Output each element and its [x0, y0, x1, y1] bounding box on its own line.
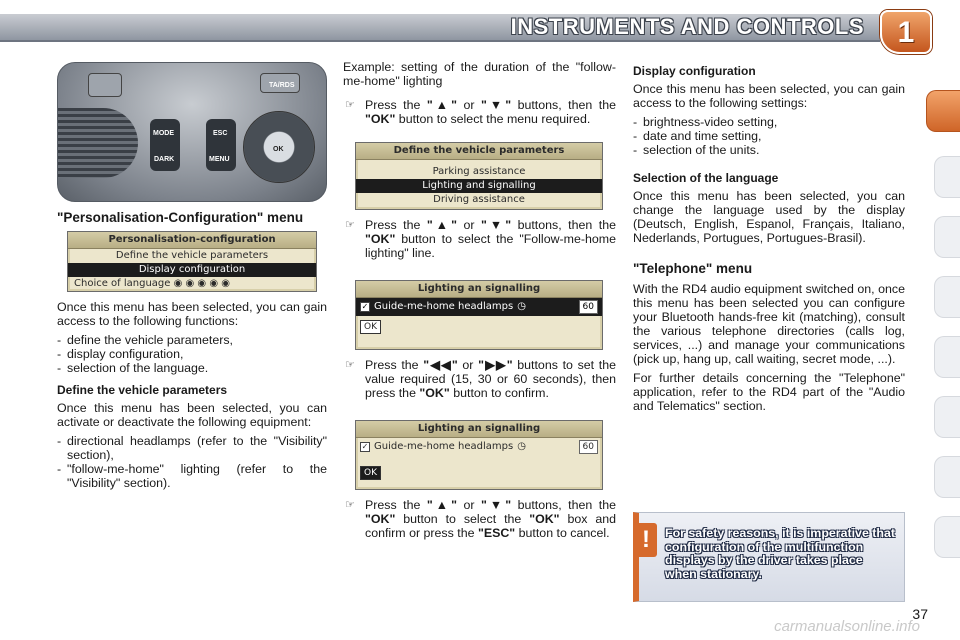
key-ok: "OK"	[419, 386, 450, 400]
key-left: "◀◀"	[423, 358, 458, 372]
ta-rds-button-image	[260, 73, 300, 93]
lcd-screen-lighting-ok	[355, 420, 603, 490]
chapter-tab[interactable]	[934, 156, 960, 198]
example-paragraph: Example: setting of the duration of the "follow-me-home" lighting	[343, 60, 616, 88]
sub-heading-language: Selection of the language	[633, 171, 779, 185]
page-title: INSTRUMENTS AND CONTROLS	[510, 14, 864, 39]
key-up: "▲"	[426, 98, 457, 112]
safety-warning-box	[633, 512, 905, 602]
control-panel-photo	[57, 62, 327, 202]
column-right	[633, 60, 905, 418]
key-ok: "OK"	[365, 232, 396, 246]
chapter-tab[interactable]	[934, 276, 960, 318]
lcd-row: Define the vehicle parameters	[115, 250, 269, 261]
column-middle	[343, 60, 616, 546]
function-list	[57, 333, 327, 375]
chapter-tab[interactable]	[934, 396, 960, 438]
navigation-dial-image	[243, 111, 315, 183]
mode-dark-keys-image	[150, 119, 180, 171]
paragraph: Once this menu has been selected, you can change the language used by the display (Deutsch, English, Espanol, Français, Italiano, Nederlands, Portugues, Portugues-Brasil).	[633, 189, 905, 245]
key-down: "▼"	[480, 98, 512, 112]
chapter-badge	[880, 10, 932, 54]
key-up: "▲"	[426, 218, 457, 232]
key-down: "▼"	[480, 498, 512, 512]
lcd-screen-lighting-selected	[355, 280, 603, 350]
chapter-tab[interactable]	[934, 336, 960, 378]
column-left	[57, 60, 327, 498]
panel-label-ok: OK	[273, 146, 284, 153]
paragraph: Once this menu has been selected, you can activate or deactivate the following equipment:	[57, 401, 327, 429]
clock-icon: ◷	[517, 441, 526, 452]
pointer-icon: ☞	[345, 99, 355, 111]
lcd-row-selected	[356, 298, 602, 316]
key-ok: "OK"	[365, 112, 396, 126]
instruction-step: ☞ Press the "◀◀" or "▶▶" buttons to set the value required (15, 30 or 60 seconds), then press the "OK" button to confirm.	[345, 358, 616, 400]
lcd-row-text: Guide-me-home headlamps	[374, 301, 514, 312]
instruction-step: ☞ Press the "▲" or "▼" buttons, then the "OK" button to select the menu required.	[345, 98, 616, 126]
list-item: - selection of the language.	[57, 361, 327, 375]
key-down: "▼"	[480, 218, 512, 232]
lcd-row: Driving assistance	[433, 194, 525, 205]
chapter-tabs	[926, 66, 960, 586]
lcd-title: Lighting an signalling	[356, 421, 602, 438]
lcd-ok-box: OK	[360, 320, 381, 334]
sub-heading-display: Display configuration	[633, 64, 756, 78]
pointer-icon: ☞	[345, 359, 355, 371]
list-item: - "follow-me-home" lighting (refer to the "Visibility" section).	[57, 462, 327, 490]
equipment-list	[57, 434, 327, 490]
chapter-tab-active[interactable]	[926, 90, 960, 132]
chapter-tab[interactable]	[934, 216, 960, 258]
key-right: "▶▶"	[478, 358, 513, 372]
key-ok: "OK"	[529, 512, 560, 526]
section-heading-personalisation: "Personalisation-Configuration" menu	[57, 210, 304, 225]
lcd-row: Parking assistance	[432, 166, 526, 177]
list-item: - selection of the units.	[633, 143, 905, 157]
pointer-icon: ☞	[345, 499, 355, 511]
list-item: - display configuration,	[57, 347, 327, 361]
instruction-step: ☞ Press the "▲" or "▼" buttons, then the "OK" button to select the "OK" box and confirm or press the "ESC" button to cancel.	[345, 498, 617, 540]
air-vent-image	[58, 108, 138, 178]
lcd-row-text: Guide-me-home headlamps	[374, 441, 514, 452]
lcd-screen-personalisation	[67, 231, 317, 292]
display-settings-list	[633, 115, 905, 157]
page-header	[0, 0, 960, 58]
paragraph: For further details concerning the "Telephone" application, refer to the RD4 part of the "Audio and Telematics" section.	[633, 371, 905, 413]
list-item: - define the vehicle parameters,	[57, 333, 327, 347]
lcd-row-selected: Display configuration	[68, 263, 316, 277]
list-item: - brightness-video setting,	[633, 115, 905, 129]
paragraph: Once this menu has been selected, you can gain access to the following functions:	[57, 300, 327, 328]
panel-label-ta: TA/RDS	[269, 82, 295, 89]
pointer-icon: ☞	[345, 219, 355, 231]
lcd-title: Lighting an signalling	[356, 281, 602, 298]
panel-label-esc: ESC	[213, 130, 228, 137]
hazard-icon	[88, 73, 122, 97]
key-esc: "ESC"	[477, 526, 516, 540]
lcd-ok-box-selected: OK	[360, 466, 381, 480]
lcd-title: Define the vehicle parameters	[356, 143, 602, 160]
key-ok: "OK"	[365, 512, 396, 526]
page-number: 37	[912, 606, 928, 622]
lcd-screen-vehicle-parameters	[355, 142, 603, 210]
sub-heading-vehicle-parameters: Define the vehicle parameters	[57, 383, 228, 397]
warning-text: For safety reasons, it is imperative that configuration of the multifunction displays by the driver takes place when stationary.	[665, 526, 895, 581]
panel-label-dark: DARK	[154, 156, 175, 163]
lcd-row-text: Choice of language	[74, 278, 171, 289]
section-heading-telephone: "Telephone" menu	[633, 261, 753, 276]
instruction-step: ☞ Press the "▲" or "▼" buttons, then the "OK" button to select the "Follow-me-home lighting" line.	[345, 218, 616, 260]
duration-value: 60	[579, 440, 598, 454]
panel-label-menu: MENU	[209, 156, 230, 163]
list-item: - date and time setting,	[633, 129, 905, 143]
flag-icons: ◉ ◉ ◉ ◉ ◉	[173, 278, 230, 289]
watermark: carmanualsonline.info	[774, 618, 920, 635]
list-item: - directional headlamps (refer to the "Visibility" section),	[57, 434, 327, 462]
duration-value: 60	[579, 300, 598, 314]
checkbox-icon: ✓	[361, 302, 369, 311]
chapter-number: 1	[897, 16, 915, 49]
paragraph: Once this menu has been selected, you can gain access to the following settings:	[633, 82, 905, 110]
lcd-row	[356, 438, 602, 456]
paragraph: With the RD4 audio equipment switched on, once this menu has been selected you can configure your Bluetooth hands-free kit (matching), consult the various telephone directories (calls log, services, ...) and manage your communications (pick up, hang up, call waiting, secret mode, ...).	[633, 282, 905, 366]
key-up: "▲"	[426, 498, 457, 512]
warning-exclamation-icon: !	[635, 523, 657, 557]
lcd-title: Personalisation-configuration	[68, 232, 316, 249]
esc-menu-keys-image	[206, 119, 236, 171]
chapter-tab[interactable]	[934, 516, 960, 558]
lcd-row	[68, 277, 316, 291]
panel-label-mode: MODE	[153, 130, 174, 137]
lcd-row-selected: Lighting and signalling	[356, 179, 602, 193]
checkbox-icon: ✓	[361, 442, 369, 451]
chapter-tab[interactable]	[934, 456, 960, 498]
clock-icon: ◷	[517, 301, 526, 312]
